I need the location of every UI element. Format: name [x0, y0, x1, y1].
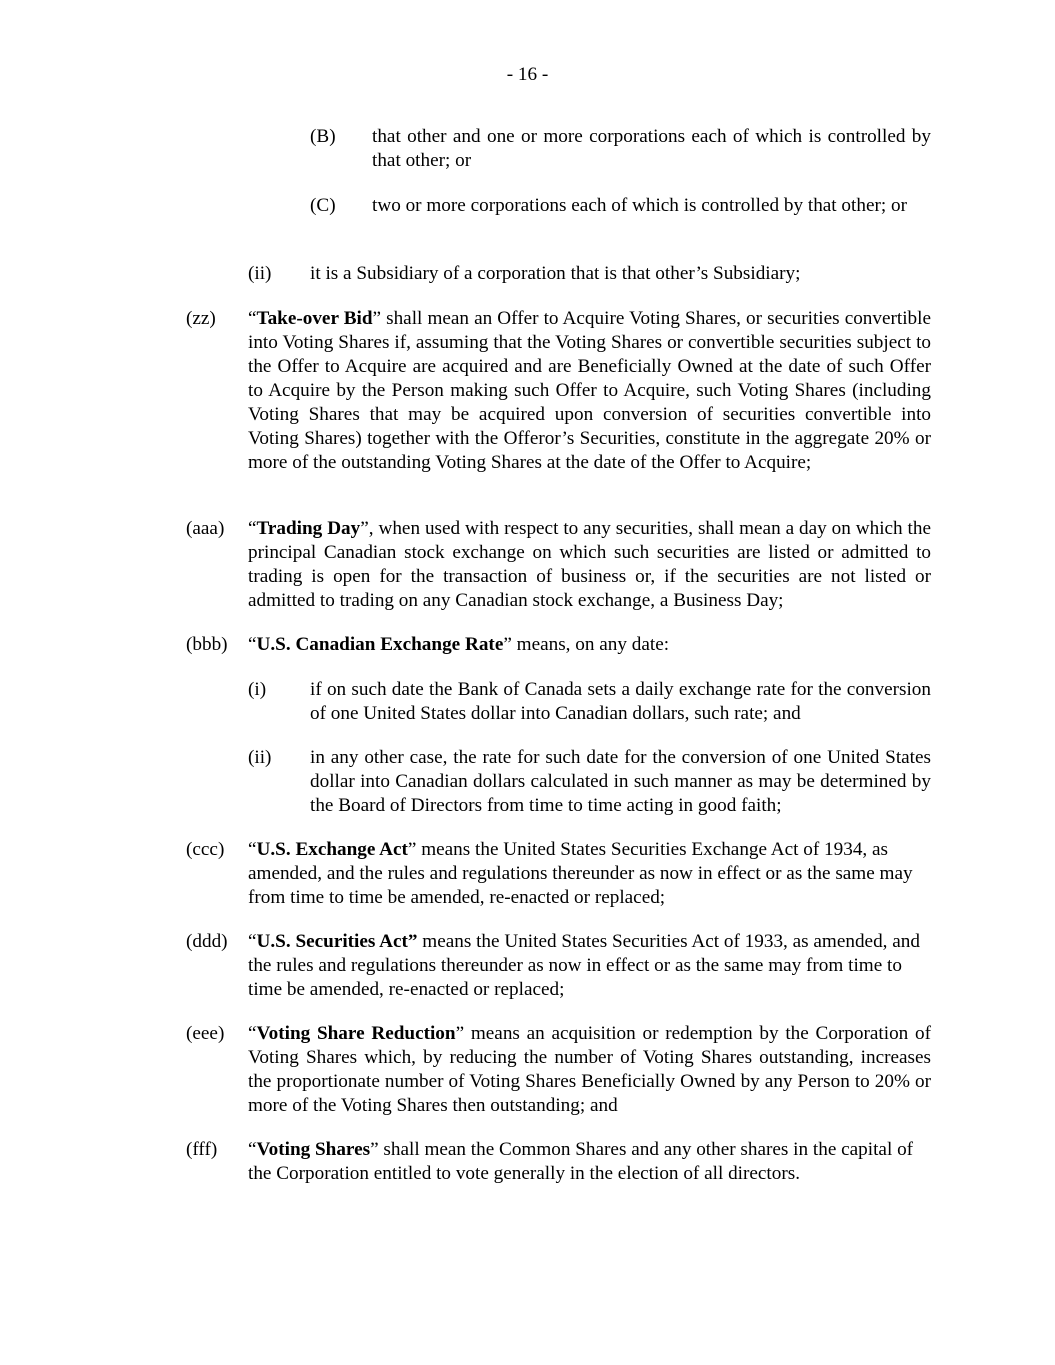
definition-body: ” means an acquisition or redemption by the Corporation of Voting Shares which, by reducing the number of Voting Shares outstanding, increases the proportionate number of Voting Shares Beneficially Owned by any Person to 20% or more of the Voting Shares then outstanding; and	[248, 1023, 932, 1116]
definition-text	[248, 930, 931, 1002]
clause-label: (C)	[310, 195, 336, 216]
clause-ii-other-case	[248, 746, 931, 818]
definition-label: (ddd)	[186, 931, 228, 952]
definition-body: ” means the United States Securities Exchange Act of 1934, as amended, and the rules and regulations thereunder as now in effect or as the same may from time to time be amended, re-enacted or replaced;	[248, 839, 913, 908]
clause-text: two or more corporations each of which is controlled by that other; or	[372, 195, 907, 216]
definition-text	[248, 307, 931, 475]
definition-body: ” shall mean the Common Shares and any other shares in the capital of the Corporation entitled to vote generally in the election of all directors.	[248, 1139, 914, 1184]
definition-take-over-bid	[186, 307, 931, 475]
definition-text	[248, 838, 931, 910]
open-quote: “	[248, 1139, 257, 1160]
clause-label: (i)	[248, 679, 267, 700]
clause-text: that other and one or more corporations each of which is controlled by that other; or	[372, 126, 931, 171]
definition-text	[248, 633, 931, 657]
definition-us-canadian-exchange-rate	[186, 633, 931, 657]
definition-body: ” shall mean an Offer to Acquire Voting Shares, or securities convertible into Voting Shares if, assuming that the Voting Shares or convertible securities subject to the Offer to Acquire are acquired and are Beneficially Owned at the date of such Offer to Acquire by the Person making such Offer to Acquire, such Voting Shares (including Voting Shares that may be acquired upon conversion of securities convertible into Voting Shares) together with the Offeror’s Securities, constitute in the aggregate 20% or more of the outstanding Voting Shares at the date of the Offer to Acquire;	[248, 308, 931, 473]
open-quote: “	[248, 931, 257, 952]
definition-voting-shares	[186, 1138, 931, 1186]
open-quote: “	[248, 1023, 257, 1044]
definition-label: (zz)	[186, 308, 216, 329]
clause-ii-subsidiary	[248, 262, 931, 286]
definition-voting-share-reduction	[186, 1022, 932, 1118]
page-number: - 16 -	[506, 64, 549, 85]
clause-C	[310, 194, 931, 218]
definition-us-securities-act	[186, 930, 931, 1002]
definition-text	[248, 1138, 931, 1186]
definition-body: means the United States Securities Act of 1933, as amended, and the rules and regulations thereunder as now in effect or as the same may from time to time be amended, re-enacted or replaced;	[248, 931, 920, 1000]
open-quote: “	[248, 308, 257, 329]
definition-body: ”, when used with respect to any securities, shall mean a day on which the principal Canadian stock exchange on which such securities are listed or admitted to trading is open for the transaction of business or, if the securities are not listed or admitted to trading on any Canadian stock exchange, a Business Day;	[248, 518, 931, 611]
clause-text: it is a Subsidiary of a corporation that is that other’s Subsidiary;	[310, 263, 801, 284]
definition-text	[248, 1022, 931, 1118]
clause-label: (ii)	[248, 747, 272, 768]
definition-us-exchange-act	[186, 838, 931, 910]
defined-term: U.S. Securities Act”	[256, 931, 418, 952]
clause-text: in any other case, the rate for such date for the conversion of one United States dollar into Canadian dollars calculated in such manner as may be determined by the Board of Directors from time to time acting in good faith;	[310, 747, 931, 816]
clause-label: (ii)	[248, 263, 272, 284]
clause-B	[310, 125, 931, 173]
defined-term: Trading Day	[256, 518, 361, 539]
open-quote: “	[248, 839, 257, 860]
definition-text	[248, 517, 931, 613]
clause-i-bank-of-canada	[248, 678, 931, 726]
defined-term: Voting Share Reduction	[256, 1023, 456, 1044]
definition-trading-day	[186, 517, 931, 613]
clause-label: (B)	[310, 126, 336, 147]
definition-body: ” means, on any date:	[503, 634, 670, 655]
open-quote: “	[248, 518, 257, 539]
definition-label: (ccc)	[186, 839, 225, 860]
open-quote: “	[248, 634, 257, 655]
defined-term: U.S. Exchange Act	[256, 839, 408, 860]
definition-label: (fff)	[186, 1139, 218, 1160]
defined-term: Take-over Bid	[256, 308, 373, 329]
defined-term: U.S. Canadian Exchange Rate	[256, 634, 504, 655]
definition-label: (aaa)	[186, 518, 225, 539]
definition-label: (bbb)	[186, 634, 228, 655]
clause-text: if on such date the Bank of Canada sets a daily exchange rate for the conversion of one United States dollar into Canadian dollars, such rate; and	[310, 679, 931, 724]
defined-term: Voting Shares	[256, 1139, 371, 1160]
definition-label: (eee)	[186, 1023, 225, 1044]
